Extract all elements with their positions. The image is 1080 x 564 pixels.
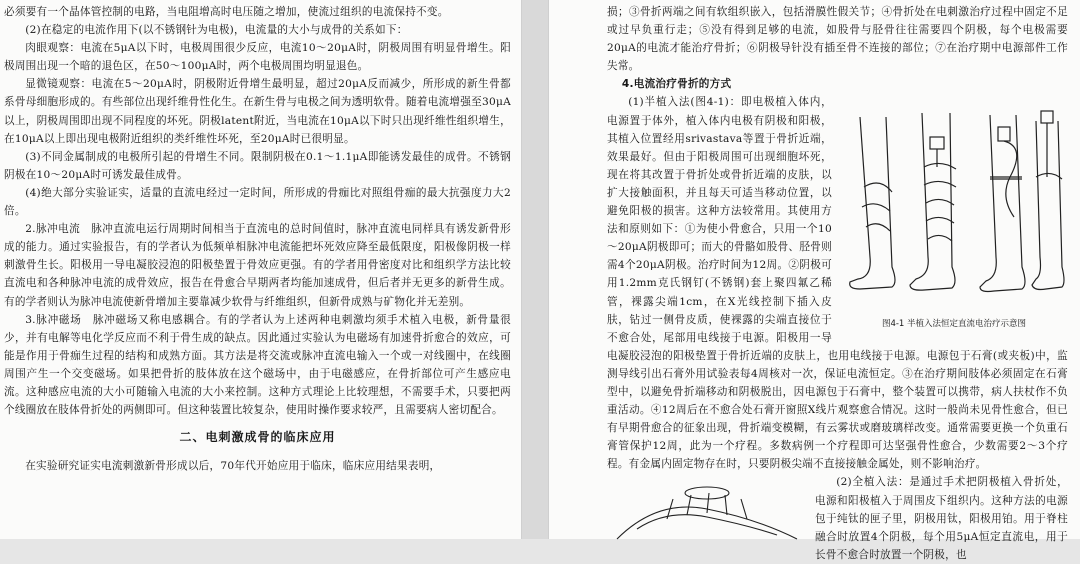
paragraph: 2.脉冲电流 脉冲直流电运行周期时间相当于直流电的总时间值时，脉冲直流电同样具有诱发新骨形成的能力。通过实验报告，有的学者认为低频单相脉冲电流能把坏死效应降至最低限度，阳极像阴极一样刺激骨生长。阳极用一导电凝胶浸泡的阳极垫置于骨效应更强。有的学者用骨密度对比和组织学方法比较直流电和各种脉冲电流的成骨效应，报告在骨愈合早期两者均能加速成骨，但后者并无更多的新骨生成。有的学者则认为脉冲电流使新骨增加主要靠减少软骨与纤维组织，但新骨成熟与矿物化并无差别。 [4, 223, 511, 308]
leg-cast-illustration [840, 107, 1068, 312]
section-heading: 二、电刺激成骨的临床应用 [179, 430, 336, 445]
paragraph: 3.脉冲磁场 脉冲磁场又称电感耦合。有的学者认为上述两种电刺激均须手术植入电极，新骨量很少，并有电解等电化学反应而不利于骨生成的缺点。因此通过实验认为电磁场有加速骨折愈合的效应，可能是作用于骨痂生过程的结构和成熟方面。其方法是将交流或脉冲直流电输入一个或一对线圈中，在线圈周围产生一个交变磁场。如果把骨折的肢体放在这个磁场中，由于电磁感应，在骨折部位可产生感应电流。这种感应电流的大小可随输入电流的大小来控制。这种方式理论上比较理想，不需要手术，只要把两个线圈放在肢体骨折处的两侧即可。但这种装置比较复杂，使用时操作要求较严，且需要病人密切配合。 [4, 313, 511, 417]
paragraph: 损；③骨折两端之间有软组织嵌入，包括滑膜性假关节；④骨折处在电刺激治疗过程中固定不足或过早负重行走；⑤没有得到足够的电流，如股骨与胫骨往往需要四个阴极，每个电极需要20μA的电流才能治疗骨折；⑥阴极导针没有插至骨不连接的部位；⑦在治疗期中电源部件工作失常。 [607, 6, 1068, 73]
paragraph: 显微镜观察：电流在5～20μA时，阴极附近骨增生最明显，超过20μA反而减少，所形成的新生骨都系骨母细胞形成的。有些部位出现纤维骨性化生。在新生骨与电极之间为透明软骨。随着电流增强至30μA以上，阴极周围即出现不同程度的坏死。阴极latent附近，当电流在10μA以下时只出现纤维性组织增生，在10μA以上即出现电极附近组织的类纤维性坏死，至20μA时已很明显。 [4, 78, 511, 145]
implant-illustration [607, 479, 807, 549]
page-gutter [522, 0, 548, 539]
paragraph: (2)全植入法：是通过手术把阴极植入骨折处，电源和阳极植入于周围皮下组织内。这种方法的电源包于纯钛的匣子里，阴极用钛，阳极用铂。用于脊柱融合时放置4个阴极，每个用5μA恒定直流电，用于长骨不愈合时放置一个阴极，也 [815, 476, 1068, 561]
figure-caption: 图4-1 半植入法恒定直流电治疗示意图 [881, 319, 1027, 330]
paragraph: 肉眼观察：电流在5μA以下时，电极周围很少反应，电流10～20μA时，阴极周围有明显骨增生。阳极周围出现一个暗的退色区，在50～100μA时，两个电极周围均明显退色。 [4, 42, 511, 73]
figure-4-2-partial [607, 479, 807, 549]
sub-heading: 4.电流治疗骨折的方式 [621, 78, 732, 91]
paragraph: (2)在稳定的电流作用下(以不锈钢针为电极)，电流量的大小与成骨的关系如下： [25, 24, 408, 37]
paragraph: (1)半植入法(图4-1)：即电极植入体内，电源置于体外，植入体内电极有阴极和阳极，其植入位置经用srivastava等置于骨折近端，效果最好。但由于阳极周围可出现细胞坏死，现在将其改置于骨折处或骨折近端的皮肤，以扩大接触面积，并且每天可适当移动位置，以避免阳极的损害。这种方法较常用。其使用方法和原则如下：①为使小骨愈合，只用一个10～20μA阴极即可；而大的骨骼如股骨、胫骨则需4个20μA阴极。治疗时间为12周。②阴极可用1.2mm克氏钢钉(不锈钢)套上聚四氟乙稀管，裸露尖端1cm，在X光线控制下插入皮肤，钻过一侧骨皮质，使裸露的尖端直接位于不愈合处，尾部用电线接于电源。阳极用一导电凝胶浸泡的阳极垫置于骨折近端的皮肤上，也用电线接于电源。电源包于石膏(或夹板)中，监测导线引出石膏外用试验表每4周核对一次，保证电流恒定。③在治疗期间肢体必须固定在石膏型中，以避免骨折端移动和阴极脱出，因电源包于石膏中，整个装置可以携带，病人扶杖作不负重活动。④12周后在不愈合处石膏开窗照X线片观察愈合情况。这时一般尚未见骨性愈合，但已有早期骨愈合的征象出现，骨折端变模糊，有云雾状或磨玻璃样改变。通常需要更换一个负重石膏管保护12周，此为一个疗程。多数病例一个疗程即可达坚强骨性愈合，少数需要2～3个疗程。有金属内固定物存在时，只要阴极尖端不直接接触金属处，则不影响治疗。 [607, 96, 1068, 471]
paragraph: (3)不同金属制成的电极所引起的骨增生不同。限制阴极在0.1～1.1μA即能诱发最佳的成骨。不锈钢阴极在10～20μA时可诱发最佳成骨。 [4, 150, 511, 181]
paragraph: (4)绝大部分实验证实，适量的直流电经过一定时间，所形成的骨痂比对照组骨痂的最大抗强度力大2倍。 [4, 186, 511, 218]
right-page [548, 0, 1080, 561]
left-page [0, 0, 522, 539]
figure-4-1 [840, 107, 1068, 335]
paragraph: 必须要有一个晶体管控制的电路，当电阻增高时电压随之增加，使流过组织的电流保持不变。 [4, 6, 449, 18]
paragraph: 在实验研究证实电流刺激新骨形成以后，70年代开始应用于临床，临床应用结果表明， [25, 460, 441, 473]
